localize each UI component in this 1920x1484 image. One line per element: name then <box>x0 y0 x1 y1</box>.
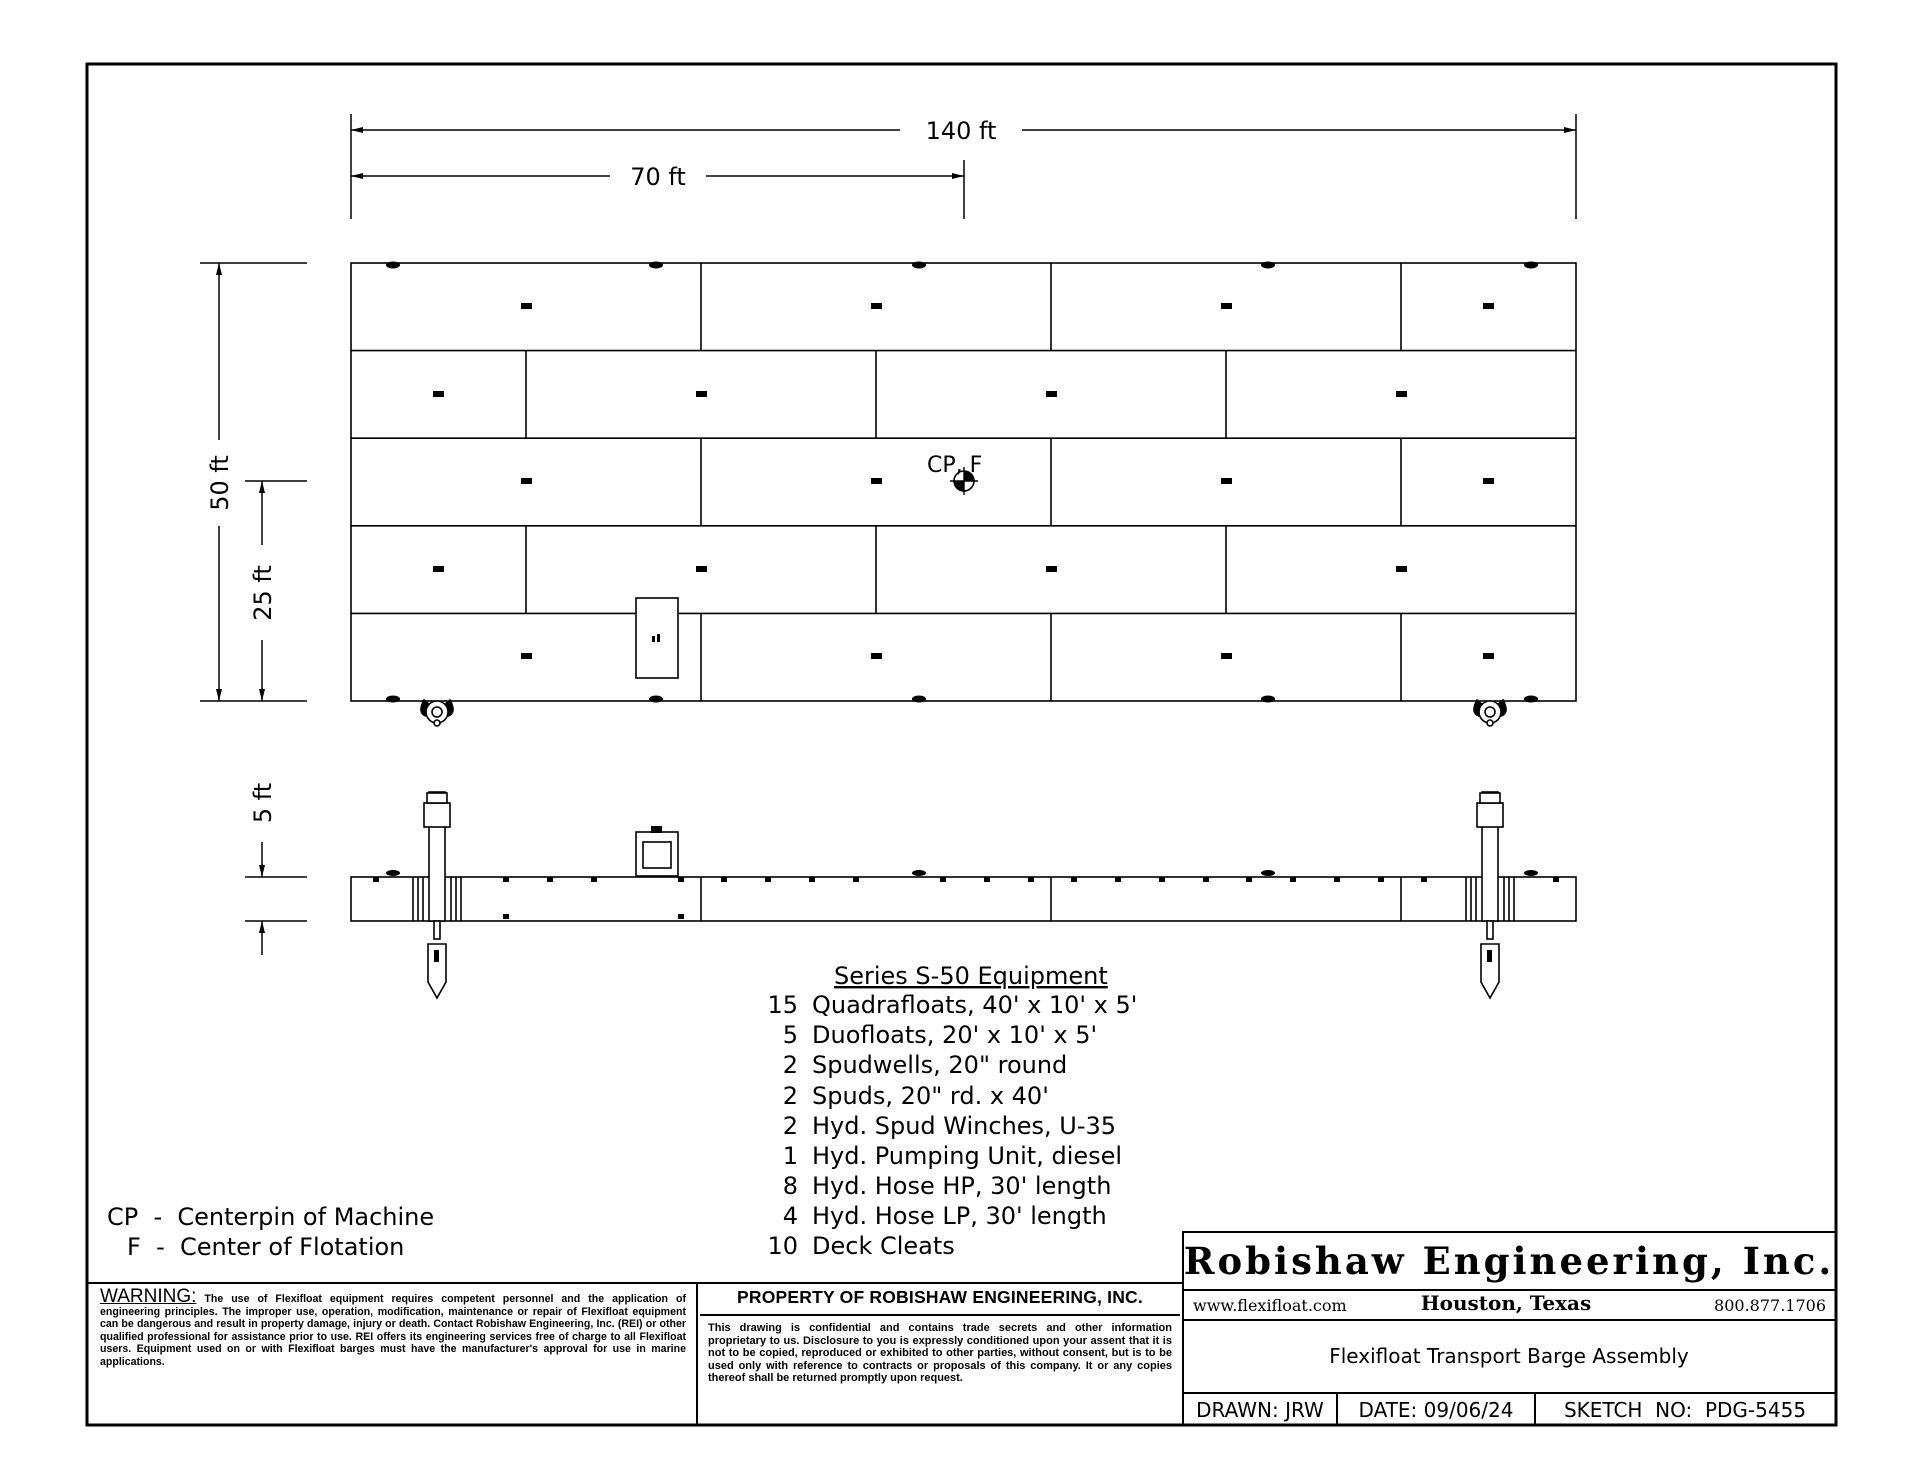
equipment-qty-1: 15 <box>767 991 798 1019</box>
equipment-qty-2: 5 <box>782 1021 798 1049</box>
spud-elevation-left <box>424 792 450 998</box>
equipment-qty-8: 4 <box>782 1202 798 1230</box>
dim-50-label: 50 ft <box>206 455 234 511</box>
equipment-desc-7: Hyd. Hose HP, 30' length <box>812 1172 1112 1200</box>
spudwell-plan-left <box>421 700 453 726</box>
property-notice <box>700 1283 1180 1426</box>
pumping-unit-plan <box>636 598 678 678</box>
equipment-desc-4: Spuds, 20" rd. x 40' <box>812 1082 1049 1110</box>
warning-text: The use of Flexifloat equipment requires competent personnel and the application of engineering principles. The improper use, operation, modification, maintenance or repair of Flexifloat equipment can be dangerous and result in property damage, injury or death. Contact Robishaw Engineering, Inc. (REI) or other qualified professional for assistance prior to use. REI offers its engineering services free of charge to all Flexifloat users. Equipment used on or with Flexifloat barges must have the manufacturer's approval for use in marine applications. <box>100 1293 686 1368</box>
equipment-list <box>767 962 1137 1260</box>
equipment-desc-1: Quadrafloats, 40' x 10' x 5' <box>812 991 1138 1019</box>
legend-cp: CP - Centerpin of Machine <box>107 1203 435 1231</box>
property-title: PROPERTY OF ROBISHAW ENGINEERING, INC. <box>700 1287 1180 1316</box>
company-location: Houston, Texas <box>1420 1291 1592 1315</box>
equipment-desc-6: Hyd. Pumping Unit, diesel <box>812 1142 1123 1170</box>
equipment-desc-2: Duofloats, 20' x 10' x 5' <box>812 1021 1098 1049</box>
equipment-qty-6: 1 <box>782 1142 798 1170</box>
equipment-qty-9: 10 <box>767 1232 798 1260</box>
pumping-unit-elevation <box>636 826 678 876</box>
dim-70-label: 70 ft <box>630 163 686 191</box>
equipment-desc-8: Hyd. Hose LP, 30' length <box>812 1202 1107 1230</box>
legend-f: F - Center of Flotation <box>127 1233 405 1261</box>
center-marker-label: CP, F <box>927 453 983 478</box>
spudwell-plan-right <box>1474 700 1506 726</box>
company-website: www.flexifloat.com <box>1193 1296 1347 1315</box>
equipment-qty-7: 8 <box>782 1172 798 1200</box>
equipment-qty-4: 2 <box>782 1082 798 1110</box>
company-phone: 800.877.1706 <box>1714 1296 1826 1315</box>
barge-side-elevation <box>351 877 1576 921</box>
equipment-desc-5: Hyd. Spud Winches, U-35 <box>812 1112 1117 1140</box>
equipment-title: Series S-50 Equipment <box>834 962 1108 990</box>
drawing-date: DATE: 09/06/24 <box>1358 1398 1514 1422</box>
equipment-desc-3: Spudwells, 20" round <box>812 1051 1068 1079</box>
drawing-title: Flexifloat Transport Barge Assembly <box>1329 1344 1689 1368</box>
equipment-qty-5: 2 <box>782 1112 798 1140</box>
dim-5-label: 5 ft <box>249 782 277 824</box>
dim-25-label: 25 ft <box>249 565 277 621</box>
equipment-desc-9: Deck Cleats <box>812 1232 955 1260</box>
sketch-number: SKETCH NO: PDG-5455 <box>1563 1398 1807 1422</box>
warning-notice <box>92 1283 692 1426</box>
warning-label: WARNING: <box>100 1286 197 1307</box>
equipment-qty-3: 2 <box>782 1051 798 1079</box>
spud-elevation-right <box>1477 792 1503 998</box>
property-text: This drawing is confidential and contains trade secrets and other information proprietary to us. Disclosure to you is expressly conditioned upon your assent that it is not to be copied, reproduced or exhibited to other parties, without consent, but is to be used only with reference to contracts or proposals of this company. It or any copies thereof shall be returned promptly upon request. <box>708 1322 1172 1385</box>
company-name: Robishaw Engineering, Inc. <box>1183 1239 1835 1283</box>
dim-140-label: 140 ft <box>925 117 997 145</box>
drawn-by: DRAWN: JRW <box>1196 1398 1324 1422</box>
